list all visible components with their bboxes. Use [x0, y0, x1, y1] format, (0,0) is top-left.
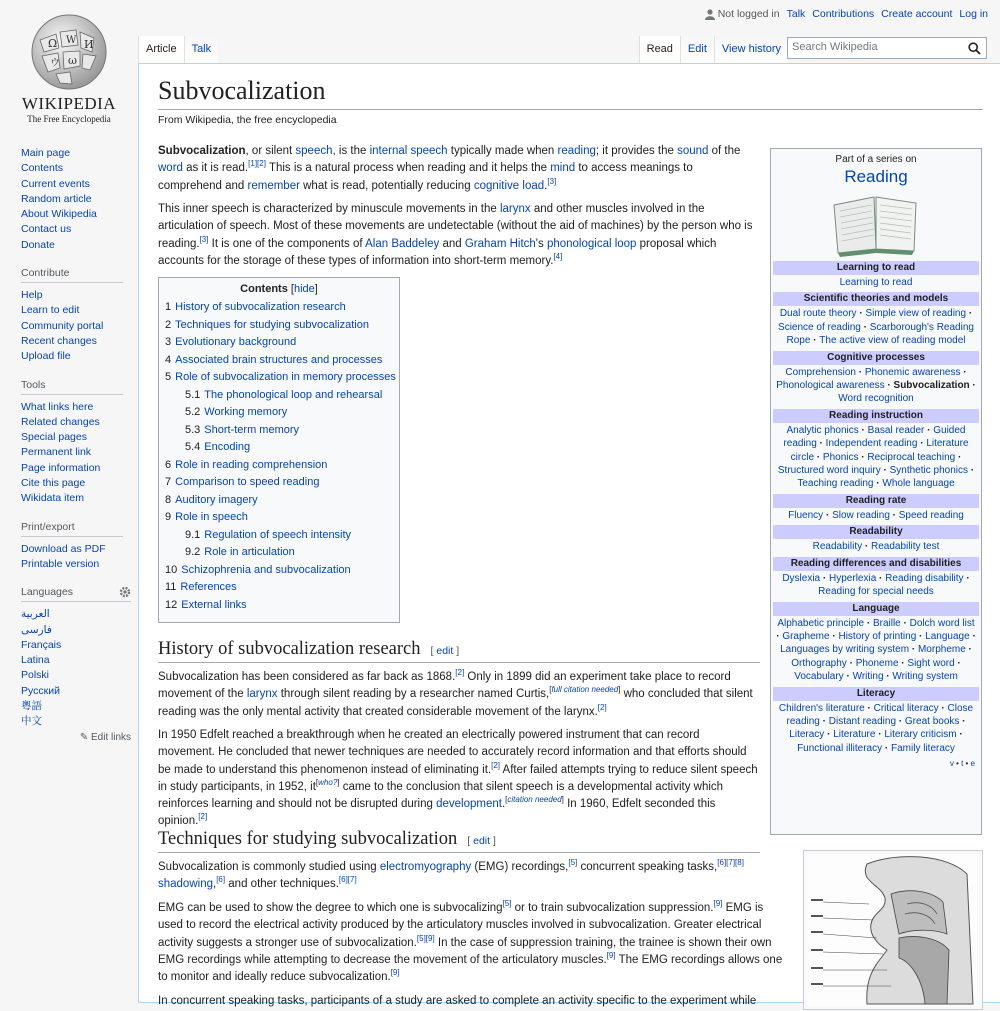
infobox-group-list: Analytic phonics · Basal reader · Guided reading · Independent reading · Literature circle · Phonics · Reciprocal teaching · Structured word inquiry · Synthetic phonics · Teaching reading · Whole language: [777, 424, 975, 490]
user-icon: [705, 9, 715, 20]
language-link[interactable]: فارسی: [21, 623, 52, 636]
table-of-contents: [158, 277, 400, 623]
infobox-group-list: Children's literature · Critical literacy · Close reading · Distant reading · Great books · Literacy · Literature · Literary criticism · Functional illiteracy · Family literacy: [778, 702, 974, 754]
toc-entry-number: 11: [165, 581, 177, 593]
infobox-group-heading: Cognitive processes: [773, 351, 979, 365]
personal-tools: [705, 8, 988, 20]
edit-links-label: Edit links: [90, 731, 131, 743]
infobox-group-heading: Readability: [773, 525, 979, 539]
infobox-link[interactable]: Word recognition: [838, 393, 914, 405]
link-cognitive-load[interactable]: cognitive load: [473, 179, 545, 192]
toc-entry-number: 5.2: [185, 406, 201, 418]
toc-entry[interactable]: [165, 527, 393, 545]
sidebar-item-wikidata-item[interactable]: Wikidata item: [21, 492, 85, 505]
infobox-groups: [773, 261, 979, 755]
language-link[interactable]: Latina: [21, 654, 50, 667]
toc-entry-number: 6: [165, 458, 172, 471]
svg-text:Ω: Ω: [48, 37, 58, 50]
infobox-group-list: Readability · Readability test: [812, 541, 940, 553]
section-heading-history: History of subvocalization research [ edit ]: [158, 639, 760, 663]
infobox-link[interactable]: Literacy: [789, 729, 825, 741]
link-word[interactable]: word: [158, 162, 183, 175]
toc-entries: [165, 299, 396, 614]
svg-text:ω: ω: [68, 54, 77, 67]
link-sound[interactable]: sound: [677, 145, 709, 157]
infobox-link[interactable]: Children's literature: [778, 702, 865, 714]
toc-entry[interactable]: [165, 299, 393, 317]
sidebar-item-contact[interactable]: Contact us: [21, 223, 72, 236]
infobox-link[interactable]: Language: [925, 630, 970, 642]
section-heading-techniques: Techniques for studying subvocalization [ edit ]: [158, 829, 760, 853]
toc-hide-link[interactable]: hide: [293, 283, 315, 295]
infobox-link[interactable]: Family literacy: [891, 742, 955, 754]
toc-entry[interactable]: [165, 422, 393, 440]
infobox-link[interactable]: Phonics: [822, 451, 859, 463]
toc-entry-number: 4: [165, 353, 172, 366]
toc-entry-link[interactable]: Schizophrenia and subvocalization: [181, 563, 351, 576]
gear-icon[interactable]: [119, 586, 131, 598]
infobox-link: Subvocalization: [893, 380, 970, 392]
print-heading: Print/export: [21, 521, 123, 537]
infobox-title[interactable]: Reading: [844, 167, 908, 186]
infobox-link[interactable]: Hyperlexia: [829, 572, 877, 584]
link-phonological-loop[interactable]: phonological loop: [546, 237, 637, 250]
infobox-link[interactable]: Phonological awareness: [776, 380, 885, 392]
contributions-link[interactable]: Contributions: [812, 8, 875, 20]
toc-entry[interactable]: [165, 597, 393, 615]
infobox-group-heading: Language: [773, 602, 979, 616]
sidebar-item-upload-file[interactable]: Upload file: [21, 350, 71, 363]
link-shadowing[interactable]: shadowing: [158, 878, 213, 891]
language-link[interactable]: 粵語: [21, 700, 42, 713]
infobox-group-list: Alphabetic principle · Braille · Dolch word list · Grapheme · History of printing · Language · Languages by writing system · Morpheme · Orthography · Phoneme · Sight word · Vocabulary · Writing · Writing system: [776, 617, 976, 683]
infobox-link[interactable]: Literary criticism: [884, 729, 957, 741]
infobox-link[interactable]: Readability: [812, 541, 863, 553]
infobox-link[interactable]: Reciprocal teaching: [867, 451, 956, 463]
infobox-link[interactable]: Critical literacy: [873, 702, 939, 714]
toc-entry-number: 10: [165, 563, 178, 576]
section-edit-link[interactable]: edit: [436, 645, 454, 657]
infobox-group-heading: Scientific theories and models: [773, 292, 979, 306]
toc-entry-link[interactable]: Techniques for studying subvocalization: [175, 318, 369, 331]
infobox-link[interactable]: Whole language: [882, 478, 955, 490]
sidebar-item-random-article[interactable]: Random article: [21, 192, 92, 205]
infobox-link[interactable]: Analytic phonics: [786, 424, 859, 436]
infobox-link[interactable]: Phonemic awareness: [864, 366, 961, 378]
navbox-vte: v • t • e: [949, 759, 975, 769]
infobox-link[interactable]: Alphabetic principle: [777, 617, 865, 629]
language-link[interactable]: العربية: [21, 608, 50, 621]
infobox-group-list: Dyslexia · Hyperlexia · Reading disability · Reading for special needs: [782, 572, 970, 598]
toc-entry-link[interactable]: Short-term memory: [204, 423, 300, 436]
languages-portlet: [21, 586, 131, 742]
sidebar-item-contents[interactable]: Contents: [21, 162, 64, 175]
infobox-link[interactable]: Science of reading: [778, 321, 861, 333]
tab-talk[interactable]: Talk: [184, 36, 219, 63]
toc-entry-number: 2: [165, 318, 172, 331]
edit-links[interactable]: [21, 732, 131, 743]
sidebar-item-about[interactable]: About Wikipedia: [21, 208, 97, 221]
contribute-heading: Contribute: [21, 267, 123, 283]
toc-entry-number: 7: [165, 476, 172, 488]
infobox-link[interactable]: Phoneme: [855, 657, 899, 669]
infobox-link[interactable]: Teaching reading: [797, 478, 874, 490]
toc-entry[interactable]: [165, 509, 393, 527]
infobox-group-heading: Reading instruction: [773, 409, 979, 423]
toc-title: Contents: [240, 283, 288, 295]
toc-entry[interactable]: [165, 404, 393, 422]
section-title: Techniques for studying subvocalization: [158, 829, 458, 849]
infobox-link[interactable]: Functional illiteracy: [797, 742, 883, 754]
toc-entry-link[interactable]: Role in speech: [175, 511, 248, 523]
languages-heading: Languages: [21, 586, 73, 599]
link-internal-speech[interactable]: internal speech: [369, 145, 448, 157]
toc-entry[interactable]: [165, 387, 393, 405]
infobox-link[interactable]: Orthography: [791, 657, 847, 669]
toc-entry-number: 9: [165, 511, 172, 523]
toc-entry[interactable]: [165, 352, 393, 370]
toc-entry-number: 5.1: [185, 388, 201, 401]
reading-series-infobox: [770, 148, 982, 835]
infobox-link[interactable]: Distant reading: [828, 715, 897, 727]
infobox-link[interactable]: Reading for special needs: [818, 586, 934, 598]
sidebar-item-main-page[interactable]: Main page: [21, 147, 71, 159]
sidebar-item-community-portal[interactable]: Community portal: [21, 319, 104, 332]
intro-paragraph-2: This inner speech is characterized by minuscule movements in the larynx and other muscles involved in the articulation of speech. Most of these movements are undetectable (without the aid of machines) by the person who is reading.[3] It is one of the components of Alan Baddeley and Graham Hitch's phonological loop proposal which accounts for the storage of these types of information into short-term memory.[4]: [158, 203, 753, 267]
language-link[interactable]: Polski: [21, 669, 50, 682]
section-title: History of subvocalization research: [158, 639, 421, 659]
svg-text:ウ: ウ: [50, 58, 60, 69]
infobox-link[interactable]: Literature: [833, 729, 876, 741]
toc-entry[interactable]: [165, 579, 393, 597]
article-content: [138, 63, 1000, 1007]
toc-entry[interactable]: [165, 544, 393, 562]
toc-entry-link[interactable]: References: [180, 581, 237, 593]
infobox-link[interactable]: Dyslexia: [782, 572, 821, 584]
sidebar-item-page-information[interactable]: Page information: [21, 461, 101, 474]
link-electromyography[interactable]: electromyography: [379, 861, 472, 873]
tools-portlet: [21, 379, 131, 507]
toc-entry-number: 9.1: [185, 528, 201, 541]
page-subtitle: From Wikipedia, the free encyclopedia: [158, 114, 337, 126]
toc-entry[interactable]: [165, 492, 393, 510]
infobox-link[interactable]: Comprehension: [785, 366, 856, 378]
toc-entry-link[interactable]: History of subvocalization research: [175, 301, 346, 313]
link-mind[interactable]: mind: [550, 162, 576, 175]
infobox-link[interactable]: History of printing: [838, 630, 917, 642]
toc-entry[interactable]: [165, 334, 393, 352]
toc-entry-link[interactable]: Encoding: [204, 441, 251, 453]
print-portlet: [21, 521, 131, 573]
infobox-link[interactable]: Braille: [872, 617, 901, 629]
tagline: The Free Encyclopedia: [27, 114, 111, 124]
tab-read[interactable]: Read: [639, 36, 680, 63]
svg-text:И: И: [84, 38, 94, 51]
link-larynx[interactable]: larynx: [499, 203, 531, 215]
sidebar-item-recent-changes[interactable]: Recent changes: [21, 334, 97, 347]
language-link[interactable]: Русский: [21, 684, 60, 697]
techniques-paragraph-2: EMG can be used to show the degree to which one is subvocalizing[5] or to train subvocalization suppression.[9] EMG is used to record the electrical activity produced by the articulatory muscles involved in subvocalization. Greater electrical activity suggests a stronger use of subvocalization.[5][9] In the case of suppression training, the trainee is shown their own EMG recordings while attempting to decrease the movement of the articulatory muscles.[9] The EMG recordings allows one to monitor and ideally reduce subvocalization.[9]: [158, 899, 783, 984]
toc-entry-link[interactable]: Auditory imagery: [175, 493, 258, 506]
toc-entry-link[interactable]: Regulation of speech intensity: [204, 528, 352, 541]
infobox-link[interactable]: Basal reader: [867, 424, 925, 436]
infobox-part-of: Part of a series on: [835, 154, 917, 165]
infobox-group-heading: Literacy: [773, 687, 979, 701]
tools-heading: Tools: [21, 379, 123, 395]
toc-entry-link[interactable]: The phonological loop and rehearsal: [204, 388, 383, 401]
toc-entry-link[interactable]: Associated brain structures and processes: [175, 353, 383, 366]
toc-entry-link[interactable]: Role in reading comprehension: [175, 458, 328, 471]
vocal-tract-diagram[interactable]: [803, 850, 983, 1010]
techniques-paragraph-1: Subvocalization is commonly studied using electromyography (EMG) recordings,[5] concurrent speaking tasks,[6][7][8] shadowing,[6] and other techniques.[6][7]: [158, 858, 744, 891]
infobox-link[interactable]: Sight word: [907, 657, 955, 669]
sidebar-item-learn-to-edit[interactable]: Learn to edit: [21, 304, 80, 317]
infobox-group-list: Fluency · Slow reading · Speed reading: [788, 509, 964, 521]
search-placeholder: Search Wikipedia: [792, 41, 878, 53]
infobox-link[interactable]: Learning to read: [839, 277, 913, 288]
infobox-link[interactable]: Synthetic phonics: [889, 465, 968, 477]
page-title: Subvocalization: [158, 76, 983, 110]
infobox-link[interactable]: Close reading: [786, 702, 974, 727]
login-link[interactable]: Log in: [959, 8, 988, 20]
toc-entry-link[interactable]: Role in articulation: [204, 546, 295, 558]
infobox-group-list: Dual route theory · Simple view of reading · Science of reading · Scarborough's Reading Rope · The active view of reading model: [778, 308, 974, 347]
infobox-group-heading: Learning to read: [773, 261, 979, 275]
toc-entry[interactable]: [165, 369, 396, 387]
tab-article[interactable]: Article: [138, 36, 184, 63]
history-paragraph-1: Subvocalization has been considered as far back as 1868.[2] Only in 1899 did an experiment take place to record movement of the larynx through silent reading by a researcher named Curtis,[full citation needed] who concluded that silent reading was the only mental activity that created considerable movement of the larynx.[2]: [158, 668, 753, 718]
infobox-group-list: Comprehension · Phonemic awareness · Phonological awareness · Subvocalization · Word recognition: [776, 366, 976, 405]
infobox-link[interactable]: Guided reading: [783, 424, 966, 450]
toc-entry-number: 9.2: [185, 546, 201, 558]
link-larynx[interactable]: larynx: [246, 688, 278, 701]
toc-title-row: Contents [hide]: [240, 283, 318, 295]
sidebar-item-cite-page[interactable]: Cite this page: [21, 477, 86, 490]
sidebar-item-related-changes[interactable]: Related changes: [21, 415, 100, 428]
link-graham-hitch[interactable]: Graham Hitch: [464, 237, 536, 250]
language-link[interactable]: 中文: [21, 715, 42, 728]
head-section-illustration: [807, 854, 979, 1006]
infobox-link[interactable]: Writing system: [892, 671, 958, 683]
link-remember[interactable]: remember: [247, 179, 300, 192]
infobox-link[interactable]: Dolch word list: [909, 617, 975, 629]
not-logged-in-label: Not logged in: [717, 8, 780, 20]
toc-entry[interactable]: [165, 457, 393, 475]
toc-entry[interactable]: [165, 317, 393, 335]
pencil-icon: ✎: [79, 731, 89, 743]
infobox-link[interactable]: Readability test: [871, 541, 940, 553]
sidebar-item-printable-version[interactable]: Printable version: [21, 557, 100, 570]
infobox-link[interactable]: Structured word inquiry: [777, 465, 881, 477]
infobox-link[interactable]: Reading disability: [885, 572, 964, 584]
toc-entry-number: 5: [165, 371, 172, 383]
history-paragraph-2: In 1950 Edfelt reached a breakthrough when he created an electrically powered instrument that can record movement. He concluded that newer techniques are needed to accurately record information and that efforts should be made to understand this phenomenon instead of eliminating it.[2] After failed attempts trying to reduce silent speech in study participants, in 1952, it[who?] came to the conclusion that silent speech is a developmental activity which reinforces learning and should not be disrupted during development.[citation needed] In 1960, Edfelt seconded this opinion.[2]: [158, 729, 758, 828]
wordmark: WIKIPEDIA: [21, 94, 117, 113]
contribute-portlet: [21, 267, 131, 364]
toc-entry-number: 5.3: [185, 423, 201, 436]
toc-entry-link[interactable]: Evolutionary background: [175, 336, 297, 348]
toc-entry-number: 8: [165, 493, 172, 506]
infobox-link[interactable]: Grapheme: [782, 630, 830, 642]
sidebar-item-special-pages[interactable]: Special pages: [21, 431, 87, 444]
infobox-link[interactable]: Independent reading: [825, 438, 918, 450]
search-icon[interactable]: [968, 42, 981, 55]
navigation-portlet: [21, 146, 131, 253]
vte-edit-link[interactable]: e: [970, 759, 975, 769]
section-edit-link[interactable]: edit: [473, 835, 491, 847]
sidebar-item-permanent-link[interactable]: Permanent link: [21, 446, 92, 459]
toc-entry[interactable]: [165, 439, 393, 457]
infobox-link[interactable]: Scarborough's Reading Rope: [786, 321, 974, 347]
techniques-paragraph-3: In concurrent speaking tasks, participants of a study are asked to complete an activity specific to the experiment while: [158, 995, 757, 1007]
sidebar-item-donate[interactable]: Donate: [21, 238, 55, 251]
infobox-link[interactable]: Simple view of reading: [865, 308, 967, 320]
infobox-group-heading: Reading differences and disabilities: [773, 557, 979, 571]
globe-icon: [26, 12, 112, 92]
infobox-link[interactable]: Writing: [852, 671, 884, 683]
link-speech[interactable]: speech: [295, 145, 333, 157]
open-book-image: [828, 191, 924, 257]
toc-entry[interactable]: [165, 562, 393, 580]
infobox-link[interactable]: Morpheme: [917, 644, 966, 656]
infobox-link[interactable]: Speed reading: [898, 509, 964, 521]
toc-entry-number: 5.4: [185, 441, 201, 453]
tab-edit[interactable]: Edit: [680, 36, 714, 63]
create-account-link[interactable]: Create account: [881, 8, 953, 20]
infobox-link[interactable]: The active view of reading model: [819, 335, 966, 347]
wikipedia-logo[interactable]: [14, 8, 124, 126]
infobox-link[interactable]: Vocabulary: [794, 671, 844, 683]
toc-entry-link[interactable]: Working memory: [204, 406, 288, 418]
not-logged-in: [705, 8, 780, 20]
toc-entry-link[interactable]: Comparison to speed reading: [175, 476, 320, 488]
vte-view-link[interactable]: v: [949, 759, 954, 769]
sidebar: [21, 146, 131, 757]
infobox-link[interactable]: Fluency: [788, 509, 824, 521]
sidebar-item-current-events[interactable]: Current events: [21, 177, 90, 190]
talk-link[interactable]: Talk: [786, 8, 806, 20]
link-alan-baddeley[interactable]: Alan Baddeley: [365, 237, 440, 250]
intro-paragraph-1: Subvocalization, or silent speech, is the internal speech typically made when reading; it provides the sound of the word as it is read.[1][2] This is a natural process when reading and it helps the mind to access meanings to comprehend and remember what is read, potentially reducing cognitive load.[3]: [158, 145, 741, 192]
search-input[interactable]: [787, 37, 987, 59]
infobox-group-list: [773, 275, 979, 289]
sidebar-item-help[interactable]: Help: [21, 289, 43, 302]
language-link[interactable]: Français: [21, 638, 62, 651]
sidebar-item-download-pdf[interactable]: Download as PDF: [21, 542, 106, 555]
toc-entry-number: 1: [165, 301, 172, 313]
link-reading[interactable]: reading: [557, 145, 596, 157]
infobox-link[interactable]: Languages by writing system: [780, 644, 910, 656]
infobox-link[interactable]: Literature circle: [790, 438, 969, 463]
infobox-link[interactable]: Dual route theory: [779, 308, 857, 320]
toc-entry-link[interactable]: Role of subvocalization in memory processes: [175, 371, 396, 383]
view-tabs: [639, 36, 788, 63]
toc-entry-link[interactable]: External links: [181, 598, 247, 611]
svg-text:W: W: [66, 35, 77, 46]
infobox-link[interactable]: Slow reading: [832, 509, 890, 521]
link-development[interactable]: development: [436, 798, 502, 811]
tab-view-history[interactable]: View history: [714, 36, 788, 63]
namespace-tabs: [138, 36, 218, 63]
vte-talk-link[interactable]: t: [961, 759, 964, 769]
infobox-group-heading: Reading rate: [773, 494, 979, 508]
toc-entry-number: 3: [165, 336, 172, 348]
infobox-link[interactable]: Great books: [904, 715, 960, 727]
toc-entry[interactable]: [165, 474, 393, 492]
sidebar-item-what-links-here[interactable]: What links here: [21, 400, 94, 413]
languages-heading-row: [21, 586, 131, 602]
toc-entry-number: 12: [165, 598, 178, 611]
